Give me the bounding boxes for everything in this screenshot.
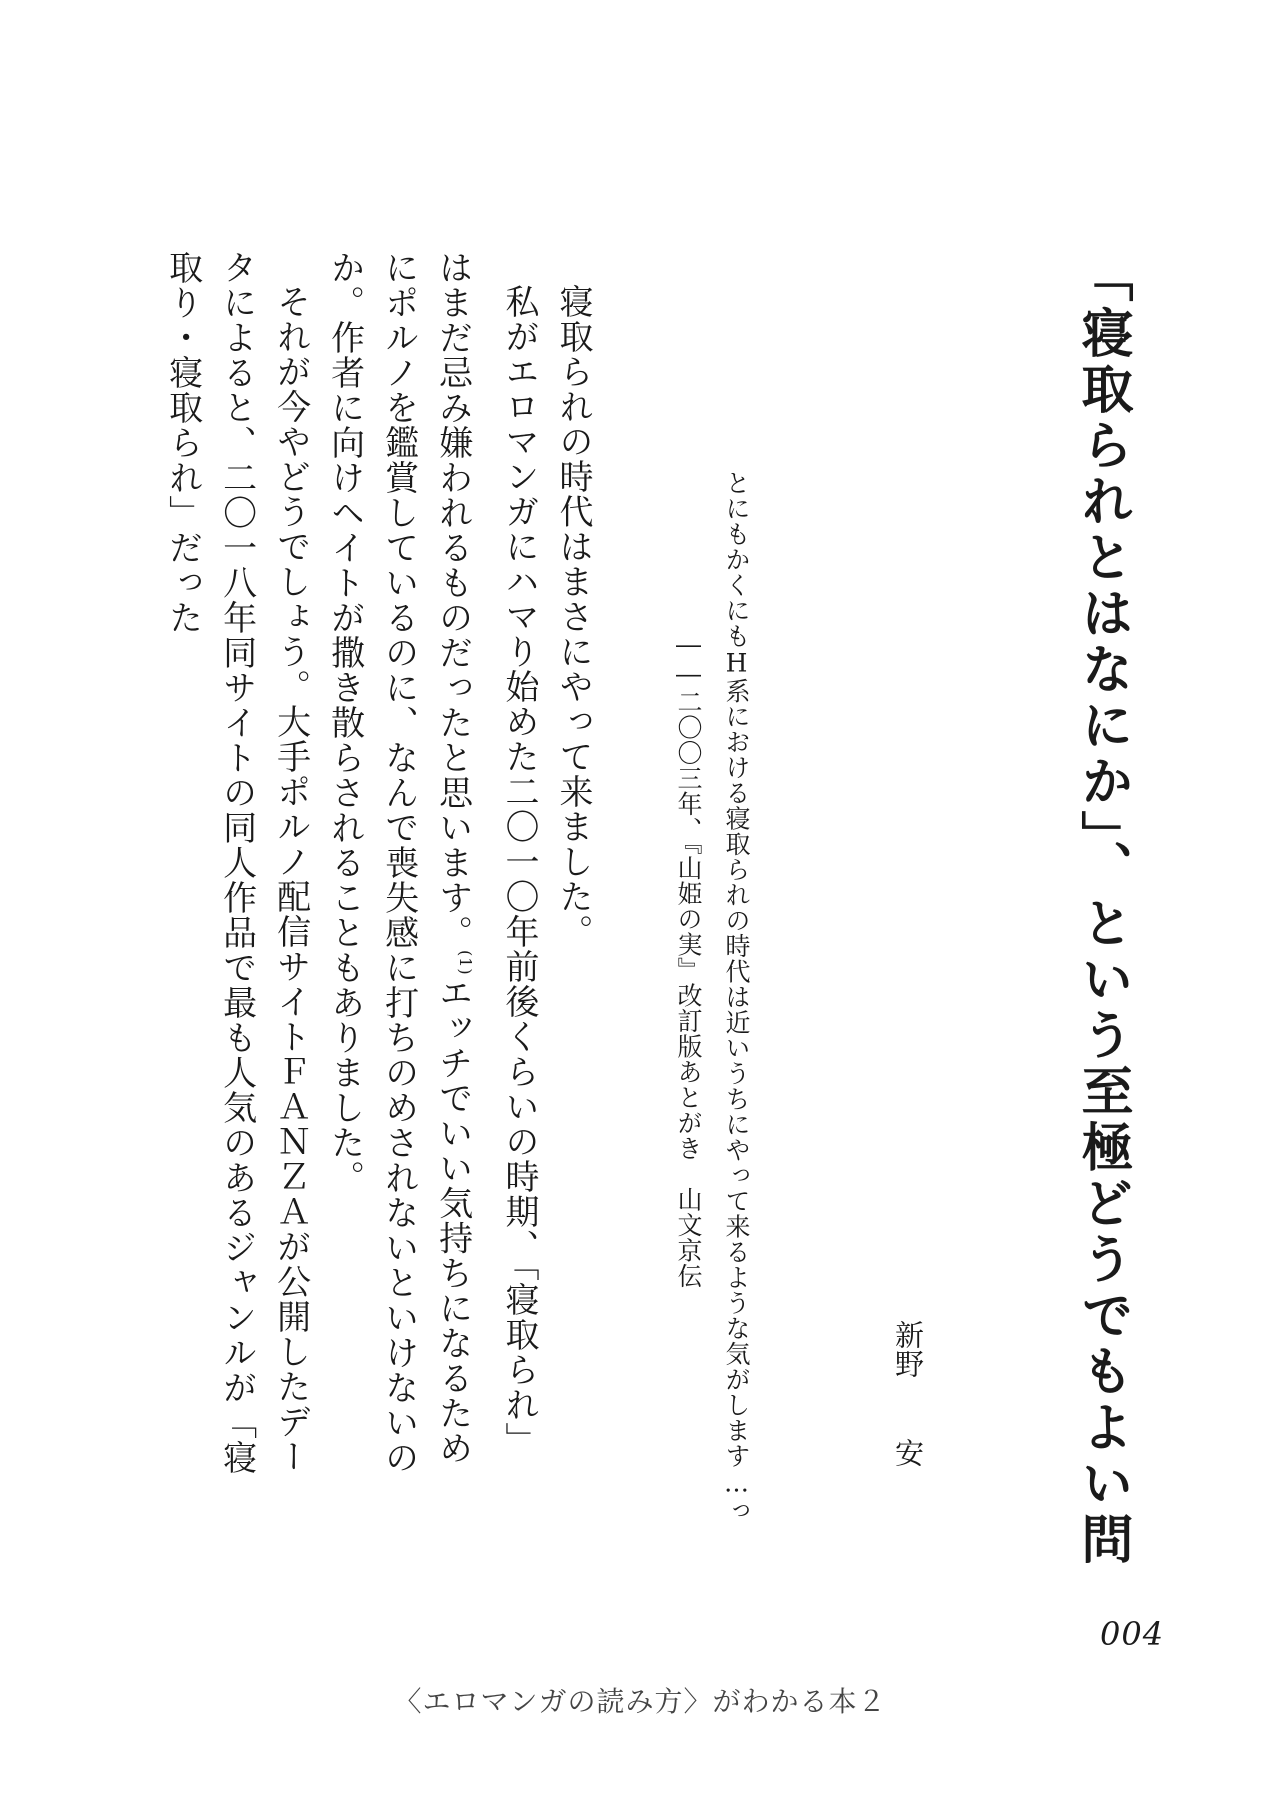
epigraph bbox=[664, 470, 760, 1524]
body-paragraph-2-part-b: エッチでいい気持ちになるためにポルノを鑑賞しているのに、なんで喪失感に打ちのめされないといけないのか。作者に向けヘイトが撒き散らされることもありました。 bbox=[324, 250, 473, 1475]
body-paragraph-3: それが今やどうでしょう。大手ポルノ配信サイトＦＡＮＺＡが公開したデータによると、二〇一八年同サイトの同人作品で最も人気のあるジャンルが「寝取り・寝取られ」だった bbox=[162, 250, 311, 1475]
page-number: 004 bbox=[1100, 1615, 1165, 1653]
body-paragraph-2 bbox=[318, 250, 546, 1480]
chapter-title: 「寝取られとはなにか」、という至極どうでもよい問 bbox=[1072, 250, 1132, 1568]
author-family-name: 新野 bbox=[891, 1320, 925, 1378]
body-paragraph-2-part-a: 私がエロマンガにハマり始めた二〇一〇年前後くらいの時期、「寝取られ」はまだ忌み嫌われるものだったと思います。 bbox=[432, 250, 539, 1457]
body-text bbox=[156, 250, 600, 1480]
author-name bbox=[890, 1320, 925, 1467]
body-paragraph-1: 寝取られの時代はまさにやって来ました。 bbox=[553, 284, 593, 949]
epigraph-source: ――二〇〇三年、『山姫の実』改訂版あとがき 山文京伝 bbox=[674, 630, 703, 1289]
footnote-marker[interactable]: (1) bbox=[456, 950, 475, 976]
running-footer: 〈エロマンガの読み方〉がわかる本２ bbox=[393, 1685, 887, 1718]
author-given-name: 安 bbox=[891, 1438, 925, 1467]
epigraph-quote: とにもかくにもH系における寝取られの時代は近いうちにやって来るような気がします…っ bbox=[722, 470, 751, 1524]
